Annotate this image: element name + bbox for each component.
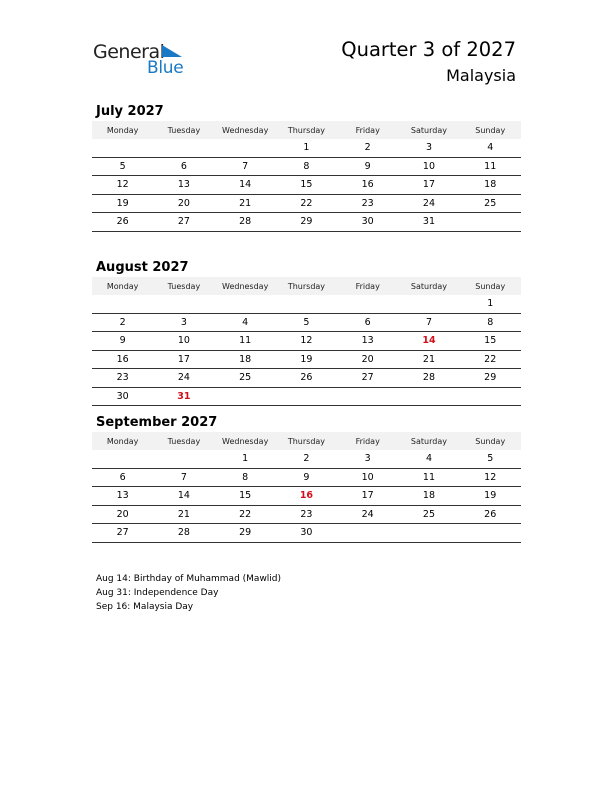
day-cell: 30 [361,216,374,228]
day-cell: 20 [177,197,190,209]
day-cell: 8 [303,160,310,172]
day-cell: 7 [180,471,187,483]
day-cell: 4 [242,316,249,328]
day-cell: 27 [116,527,129,539]
week-row [92,524,521,543]
logo-flag-icon [162,45,182,57]
holiday-day-cell: 16 [299,490,314,502]
day-cell: 10 [177,335,190,347]
day-cell: 16 [361,179,374,191]
day-cell: 17 [361,490,374,502]
day-cell: 15 [239,490,252,502]
day-cell: 10 [422,160,435,172]
day-cell: 14 [239,179,252,191]
day-cell: 19 [300,353,313,365]
day-cell: 22 [484,353,497,365]
day-cell: 22 [300,197,313,209]
day-cell: 30 [300,527,313,539]
day-cell: 7 [242,160,249,172]
week-row [92,351,521,370]
day-cell: 20 [361,353,374,365]
day-cell: 3 [425,142,432,154]
day-cell: 27 [177,216,190,228]
weekday-label: Wednesday [222,436,269,446]
weekday-header [92,432,521,450]
day-cell: 26 [300,372,313,384]
day-cell: 1 [242,453,249,465]
weekday-label: Thursday [287,125,326,135]
week-row [92,469,521,488]
day-cell: 12 [116,179,129,191]
day-cell: 29 [300,216,313,228]
weekday-label: Wednesday [222,125,269,135]
day-cell: 21 [422,353,435,365]
holiday-day-cell: 14 [422,335,436,347]
day-cell: 4 [487,142,494,154]
day-cell: 24 [177,372,190,384]
week-row [92,388,521,407]
weekday-label: Sunday [475,281,506,291]
day-cell: 13 [361,335,374,347]
day-cell: 19 [116,197,129,209]
month-title: July 2027 [96,104,164,119]
day-cell: 9 [364,160,371,172]
day-cell: 15 [484,335,497,347]
month-title: August 2027 [96,260,189,275]
holiday-note: Aug 14: Birthday of Muhammad (Mawlid) [96,574,282,584]
day-cell: 24 [422,197,435,209]
day-cell: 1 [303,142,310,154]
logo-blue-text: Blue [147,58,184,78]
day-cell: 6 [119,471,126,483]
month-july [92,102,521,232]
day-cell: 9 [303,471,310,483]
holiday-note: Aug 31: Independence Day [96,588,219,598]
weekday-label: Saturday [410,281,447,291]
day-cell: 23 [361,197,374,209]
day-cell: 5 [487,453,494,465]
weekday-label: Thursday [287,436,326,446]
week-row [92,506,521,525]
day-cell: 8 [242,471,249,483]
week-row [92,369,521,388]
week-row [92,213,521,232]
weekday-label: Tuesday [167,436,201,446]
day-cell: 4 [425,453,432,465]
day-cell: 6 [180,160,187,172]
day-cell: 9 [119,335,126,347]
weekday-label: Saturday [410,125,447,135]
day-cell: 26 [484,508,497,520]
day-cell: 16 [116,353,129,365]
day-cell: 3 [180,316,187,328]
weekday-label: Saturday [410,436,447,446]
day-cell: 5 [119,160,126,172]
day-cell: 11 [484,160,497,172]
weekday-label: Monday [106,281,139,291]
week-row [92,295,521,314]
week-row [92,139,521,158]
weekday-label: Wednesday [222,281,269,291]
week-row [92,314,521,333]
day-cell: 23 [116,372,129,384]
month-september [92,413,521,543]
holiday-note: Sep 16: Malaysia Day [96,602,194,612]
day-cell: 25 [484,197,497,209]
day-cell: 29 [239,527,252,539]
weekday-label: Thursday [287,281,326,291]
day-cell: 6 [364,316,371,328]
logo-general-text: General [93,41,165,63]
day-cell: 31 [422,216,435,228]
day-cell: 12 [300,335,313,347]
logo [93,41,193,79]
day-cell: 27 [361,372,374,384]
day-cell: 2 [119,316,126,328]
day-cell: 1 [487,298,494,310]
day-cell: 19 [484,490,497,502]
weekday-header [92,121,521,139]
week-row [92,195,521,214]
day-cell: 20 [116,508,129,520]
week-row [92,332,521,351]
day-cell: 3 [364,453,371,465]
week-row [92,487,521,506]
day-cell: 17 [422,179,435,191]
month-august [92,258,521,406]
weekday-label: Friday [355,125,380,135]
day-cell: 11 [422,471,435,483]
day-cell: 23 [300,508,313,520]
day-cell: 22 [239,508,252,520]
weekday-label: Monday [106,125,139,135]
day-cell: 13 [116,490,129,502]
day-cell: 15 [300,179,313,191]
day-cell: 29 [484,372,497,384]
day-cell: 25 [422,508,435,520]
country-name: Malaysia [446,66,516,85]
day-cell: 8 [487,316,494,328]
weekday-label: Friday [355,281,380,291]
day-cell: 28 [422,372,435,384]
day-cell: 24 [361,508,374,520]
month-title: September 2027 [96,415,218,430]
day-cell: 26 [116,216,129,228]
holiday-notes [96,572,281,614]
day-cell: 12 [484,471,497,483]
weekday-label: Tuesday [167,125,201,135]
weekday-label: Monday [106,436,139,446]
day-cell: 25 [239,372,252,384]
holiday-day-cell: 31 [177,390,191,402]
day-cell: 13 [177,179,190,191]
day-cell: 21 [239,197,252,209]
day-cell: 7 [425,316,432,328]
week-row [92,450,521,469]
day-cell: 14 [177,490,190,502]
week-row [92,158,521,177]
page-title: Quarter 3 of 2027 [341,38,516,61]
day-cell: 2 [364,142,371,154]
weekday-label: Tuesday [167,281,201,291]
day-cell: 28 [177,527,190,539]
day-cell: 18 [422,490,435,502]
weekday-label: Sunday [475,125,506,135]
day-cell: 30 [116,390,129,402]
weekday-header [92,277,521,295]
weekday-label: Friday [355,436,380,446]
week-row [92,176,521,195]
weekday-label: Sunday [475,436,506,446]
day-cell: 2 [303,453,310,465]
day-cell: 17 [177,353,190,365]
day-cell: 28 [239,216,252,228]
day-cell: 11 [239,335,252,347]
day-cell: 21 [177,508,190,520]
day-cell: 10 [361,471,374,483]
day-cell: 18 [239,353,252,365]
day-cell: 5 [303,316,310,328]
day-cell: 18 [484,179,497,191]
